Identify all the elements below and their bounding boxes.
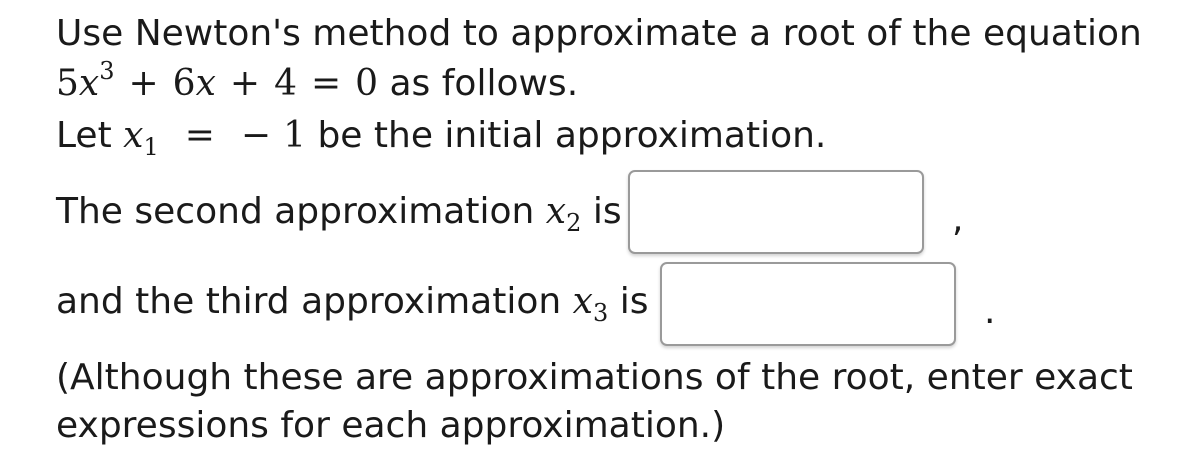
equation: $5x^3 + 6x + 4 = 0$ xyxy=(56,57,379,104)
equation-suffix: as follows. xyxy=(389,63,579,104)
second-suffix: is xyxy=(592,191,622,232)
x3-symbol: $x_3$ xyxy=(572,281,609,327)
intro-text: Use Newton's method to approximate a root of the equation xyxy=(56,13,1142,54)
equation-line xyxy=(56,57,579,109)
initial-suffix: be the initial approximation. xyxy=(317,115,827,156)
second-approximation-input[interactable] xyxy=(628,170,924,254)
initial-expression: $x_1$ = − 1 xyxy=(123,115,306,161)
initial-prefix: Let xyxy=(56,115,112,156)
note-line-2: expressions for each approximation.) xyxy=(56,405,726,446)
third-approximation-input[interactable] xyxy=(660,262,956,346)
third-period: . xyxy=(984,291,996,332)
x2-symbol: $x_2$ xyxy=(545,191,582,237)
third-suffix: is xyxy=(619,281,649,322)
second-prefix: The second approximation xyxy=(56,191,535,232)
second-comma: , xyxy=(952,199,964,240)
second-approx-label xyxy=(56,190,622,237)
note-line-1: (Although these are approximations of the root, enter exact xyxy=(56,357,1133,398)
third-approx-label xyxy=(56,280,648,327)
third-prefix: and the third approximation xyxy=(56,281,562,322)
initial-approx-line xyxy=(56,114,826,161)
